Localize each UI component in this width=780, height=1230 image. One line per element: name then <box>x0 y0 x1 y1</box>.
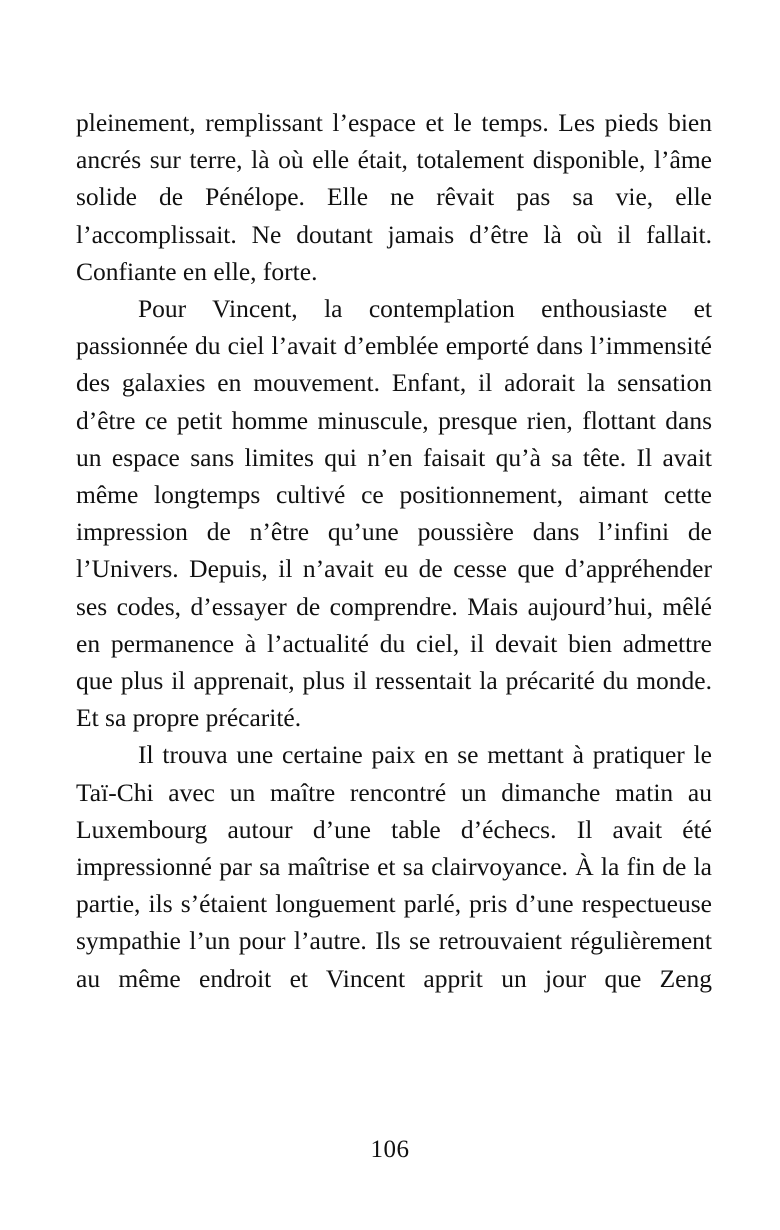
page-text-block <box>76 104 712 997</box>
body-paragraph: pleinement, remplissant l’espace et le temps. Les pieds bien ancrés sur terre, là où elle était, totalement disponible, l’âme solide de Pénélope. Elle ne rêvait pas sa vie, elle l’accomplissait. Ne doutant jamais d’être là où il fallait. Confiante en elle, forte. <box>76 108 712 286</box>
body-paragraph: Il trouva une certaine paix en se mettant à pratiquer le Taï-Chi avec un maître rencontré un dimanche matin au Luxembourg autour d’une table d’échecs. Il avait été impressionné par sa maîtrise et sa clairvoyance. À la fin de la partie, ils s’étaient longuement parlé, pris d’une respectueuse sympathie l’un pour l’autre. Ils se retrouvaient régulièrement au même endroit et Vincent apprit un jour que Zeng <box>76 740 712 993</box>
body-paragraph: Pour Vincent, la contemplation enthousiaste et passionnée du ciel l’avait d’emblée emporté dans l’immensité des galaxies en mouvement. Enfant, il adorait la sensation d’être ce petit homme minuscule, presque rien, flottant dans un espace sans limites qui n’en faisait qu’à sa tête. Il avait même longtemps cultivé ce positionnement, aimant cette impression de n’être qu’une poussière dans l’infini de l’Univers. Depuis, il n’avait eu de cesse que d’appréhender ses codes, d’essayer de comprendre. Mais aujourd’hui, mêlé en permanence à l’actualité du ciel, il devait bien admettre que plus il apprenait, plus il ressentait la précarité du monde. Et sa propre précarité. <box>76 294 712 733</box>
page-number: 106 <box>370 1136 410 1163</box>
